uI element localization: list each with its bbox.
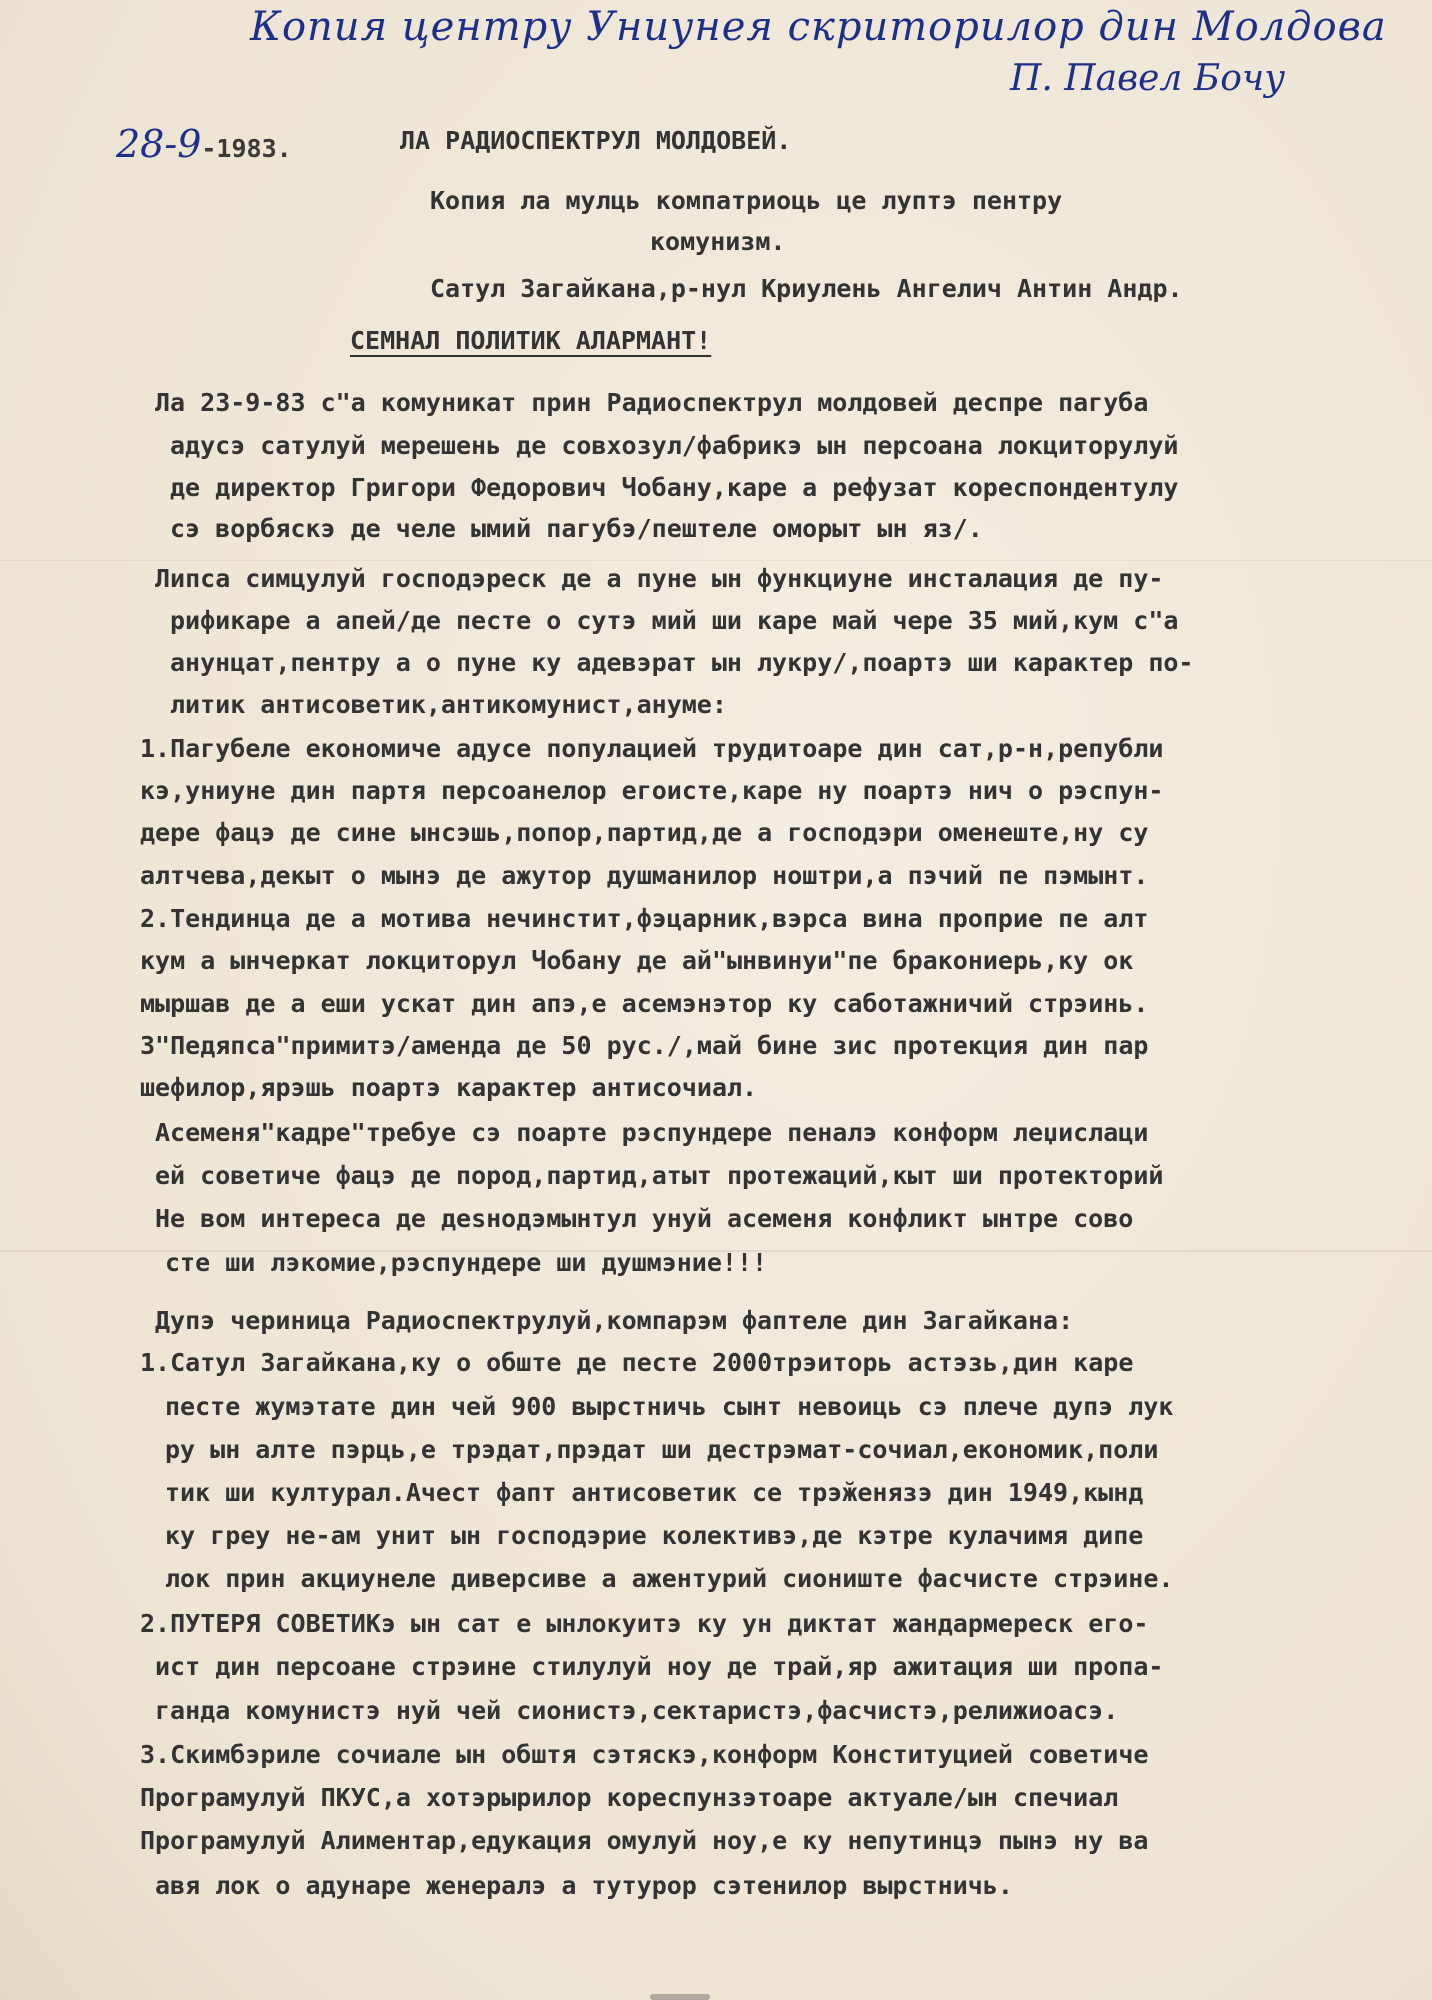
body-line: дере фацэ де сине ынсэшь,попор,партид,де а господэри оменеште,ну су	[140, 818, 1149, 847]
body-line: тик ши културал.Ачест фапт антисоветик се трэӂенязэ дин 1949,кынд	[165, 1478, 1144, 1507]
body-line: кум а ынчеркат локциторул Чобану де ай"ынвинуи"пе бракониерь,ку ок	[140, 946, 1134, 975]
body-line: лок прин акциунеле диверсиве а ажентурий сиониште фасчисте стрэине.	[165, 1564, 1174, 1593]
body-line: песте жумэтате дин чей 900 вырстничь сынт невоиць сэ плече дупэ лук	[165, 1392, 1174, 1421]
handwritten-note: Копия центру Униунея скриторилор дин Молдова	[250, 4, 1387, 50]
body-line: 1.Пагубеле економиче адусе популацией трудитоаре дин сат,р-н,републи	[140, 734, 1164, 763]
body-line: Асеменя"кадре"требуе сэ поарте рэспундере пеналэ конформ леџислаци	[155, 1118, 1149, 1147]
sender-line: Сатул Загайкана,р-нул Криулень Ангелич Антин Андр.	[430, 274, 1183, 303]
body-line: Ла 23-9-83 с"а комуникат прин Радиоспектрул молдовей деспре пагуба	[155, 388, 1149, 417]
body-line: Липса симцулуй господэреск де а пуне ын функциуне инсталация де пу-	[155, 564, 1164, 593]
body-line: ку греу не-ам унит ын господэрие колективэ,де кэтре кулачимя дипе	[165, 1521, 1144, 1550]
body-line: рификаре а апей/де песте о сутэ мий ши каре май чере 35 мий,кум с"а	[170, 606, 1179, 635]
body-line: Дупэ чериница Радиоспектрулуй,компарэм фаптеле дин Загайкана:	[155, 1306, 1074, 1335]
document-title: СЕМНАЛ ПОЛИТИК АЛАРМАНТ!	[350, 326, 712, 355]
body-line: 3"Педяпса"примитэ/аменда де 50 рус./,май бине зис протекция дин пар	[140, 1031, 1149, 1060]
body-line: сте ши лэкомие,рэспундере ши душмэние!!!	[165, 1248, 768, 1277]
body-line: кэ,униуне дин партя персоанелор егоисте,каре ну поартэ нич о рэспун-	[140, 776, 1164, 805]
body-line: 1.Сатул Загайкана,ку о обште де песте 2000трэиторь астэзь,дин каре	[140, 1348, 1134, 1377]
copy-line-2: комунизм.	[650, 227, 786, 256]
body-line: анунцат,пентру а о пуне ку адевэрат ын лукру/,поартэ ши карактер по-	[170, 648, 1194, 677]
body-line: алтчева,декыт о мынэ де ажутор душманилор ноштри,а пэчий пе пэмынт.	[140, 861, 1149, 890]
document-date	[116, 122, 292, 166]
body-line: мыршав де а еши ускат дин апэ,е асемэнэтор ку саботажничий стрэинь.	[140, 989, 1149, 1018]
body-line: литик антисоветик,антикомунист,ануме:	[170, 690, 727, 719]
body-line: ист дин персоане стрэине стилулуй ноу де трай,яр ажитация ши пропа-	[155, 1652, 1164, 1681]
body-line: шефилор,ярэшь поартэ карактер антисочиал.	[140, 1073, 758, 1102]
body-line: Програмулуй Алиментар,едукация омулуй ноу,е ку непутинцэ пынэ ну ва	[140, 1826, 1149, 1855]
handwritten-date: 28-9	[116, 122, 202, 166]
typed-year: -1983.	[201, 134, 292, 163]
copy-line-1: Копия ла мулць компатриоць це луптэ пентру	[430, 186, 1063, 215]
body-line: ей советиче фацэ де пород,партид,атыт протежаций,кыт ши протекторий	[155, 1161, 1164, 1190]
body-line: сэ ворбяскэ де челе ымий пагубэ/пештеле оморыт ын яз/.	[170, 514, 983, 543]
handwritten-signature: П. Павел Бочу	[1010, 58, 1286, 99]
body-line: 2.ПУТЕРЯ СОВЕТИКэ ын сат е ынлокуитэ ку ун диктат жандармереск его-	[140, 1609, 1149, 1638]
addressee: ЛА РАДИОСПЕКТРУЛ МОЛДОВЕЙ.	[400, 126, 792, 155]
body-line: ганда комунистэ нуй чей сионистэ,сектаристэ,фасчистэ,релижиоасэ.	[155, 1696, 1119, 1725]
body-line: де директор Григори Федорович Чобану,каре а рефузат кореспондентулу	[170, 473, 1179, 502]
body-line: 3.Скимбэриле сочиале ын обштя сэтяскэ,конформ Конституцией советиче	[140, 1740, 1149, 1769]
body-line: Програмулуй ПКУС,а хотэрырилор кореспунзэтоаре актуале/ын спечиал	[140, 1783, 1119, 1812]
body-line: ру ын алте пэрць,е трэдат,прэдат ши дестрэмат-сочиал,економик,поли	[165, 1435, 1159, 1464]
edge-mark	[650, 1994, 710, 2000]
body-line: 2.Тендинца де а мотива нечинстит,фэцарник,вэрса вина проприе пе алт	[140, 904, 1149, 933]
body-line: Не вом интереса де деѕнодэмынтул унуй асеменя конфликт ынтре сово	[155, 1204, 1134, 1233]
body-line: адусэ сатулуй мерешень де совхозул/фабрикэ ын персоана локциторулуй	[170, 431, 1179, 460]
body-line: авя лок о адунаре женералэ а тутурор сэтенилор вырстничь.	[155, 1871, 1013, 1900]
